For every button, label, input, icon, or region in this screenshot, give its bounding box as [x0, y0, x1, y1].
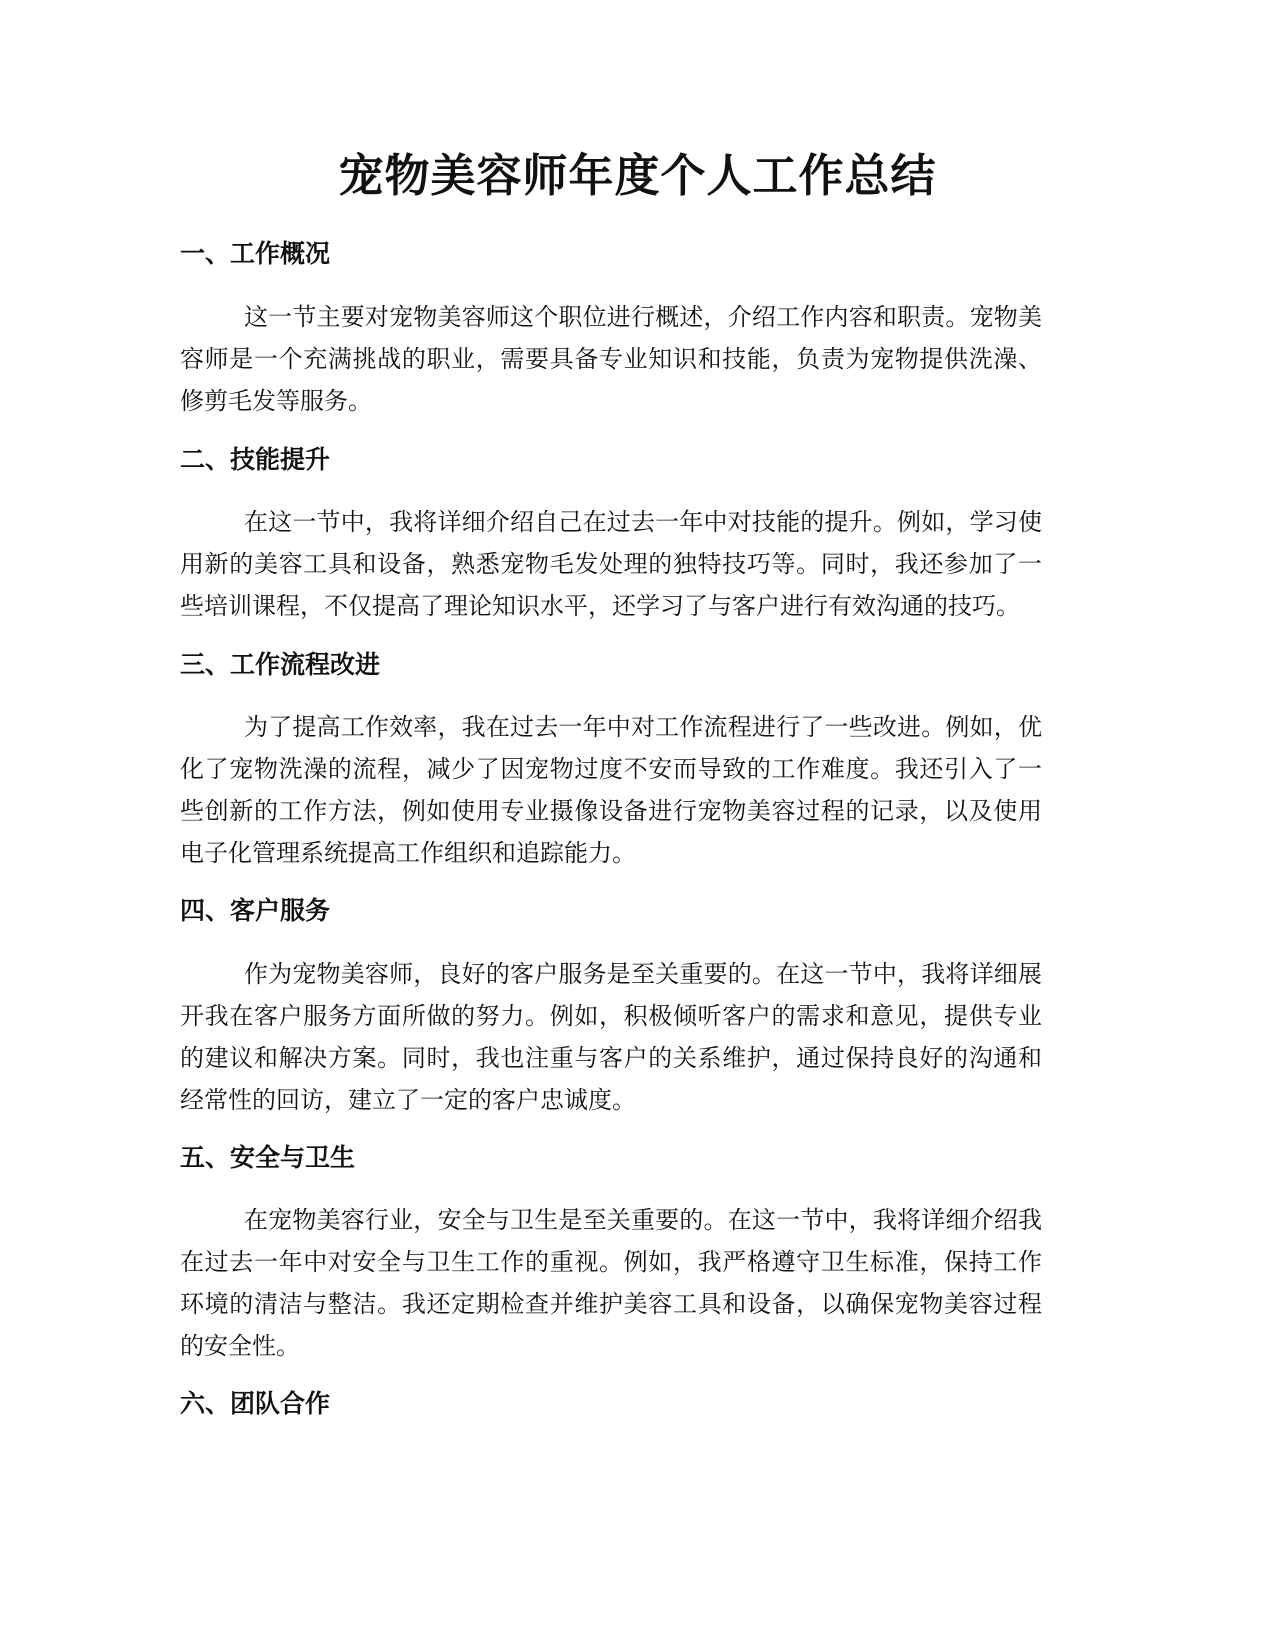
section-body-customer-service: 作为宠物美容师，良好的客户服务是至关重要的。在这一节中，我将详细展开我在客户服务方面所做的努力。例如，积极倾听客户的需求和意见，提供专业的建议和解决方案。同时，我也注重与客户的关系维护，通过保持良好的沟通和经常性的回访，建立了一定的客户忠诚度。 [180, 960, 1042, 1114]
section-heading-workflow: 三、工作流程改进 [180, 650, 381, 679]
section-body-safety-hygiene: 在宠物美容行业，安全与卫生是至关重要的。在这一节中，我将详细介绍我在过去一年中对安全与卫生工作的重视。例如，我严格遵守卫生标准，保持工作环境的清洁与整洁。我还定期检查并维护美容工具和设备，以确保宠物美容过程的安全性。 [180, 1206, 1042, 1360]
document-title: 宠物美容师年度个人工作总结 [338, 149, 937, 202]
section-body-overview: 这一节主要对宠物美容师这个职位进行概述，介绍工作内容和职责。宠物美容师是一个充满挑战的职业，需要具备专业知识和技能，负责为宠物提供洗澡、修剪毛发等服务。 [180, 303, 1042, 415]
section-heading-customer-service: 四、客户服务 [180, 896, 331, 925]
section-heading-teamwork: 六、团队合作 [180, 1389, 331, 1418]
section-heading-safety-hygiene: 五、安全与卫生 [180, 1143, 356, 1172]
section-heading-overview: 一、工作概况 [180, 239, 331, 268]
section-body-skills: 在这一节中，我将详细介绍自己在过去一年中对技能的提升。例如，学习使用新的美容工具和设备，熟悉宠物毛发处理的独特技巧等。同时，我还参加了一些培训课程，不仅提高了理论知识水平，还学习了与客户进行有效沟通的技巧。 [180, 508, 1042, 620]
section-heading-skills: 二、技能提升 [180, 445, 331, 474]
section-body-workflow: 为了提高工作效率，我在过去一年中对工作流程进行了一些改进。例如，优化了宠物洗澡的流程，减少了因宠物过度不安而导致的工作难度。我还引入了一些创新的工作方法，例如使用专业摄像设备进行宠物美容过程的记录，以及使用电子化管理系统提高工作组织和追踪能力。 [180, 713, 1042, 867]
